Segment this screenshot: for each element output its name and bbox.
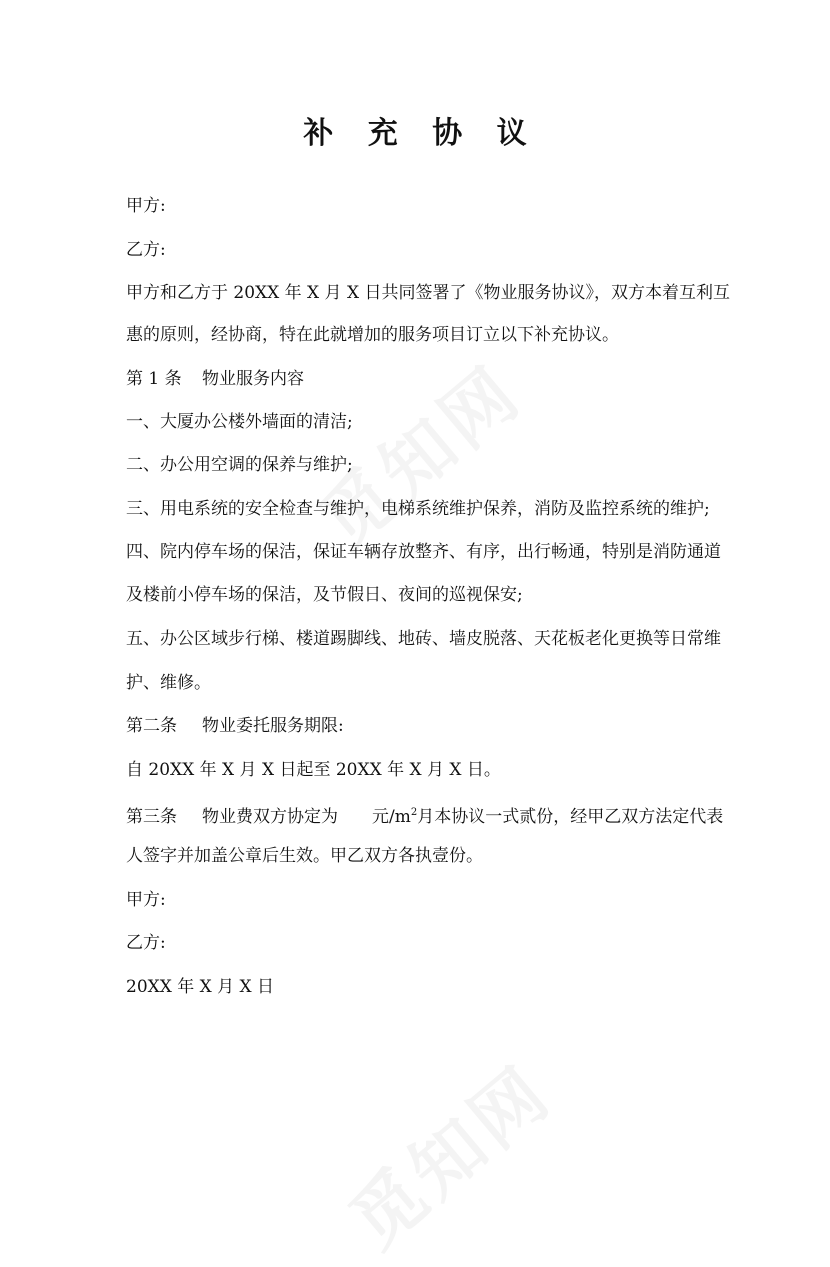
- party-a-label: 甲方:: [126, 196, 166, 216]
- intro-line-2: 惠的原则，经协商，特在此就增加的服务项目订立以下补充协议。: [126, 325, 619, 345]
- article-3-text-before: 物业费双方协定为: [202, 807, 338, 827]
- list-item: 三、用电系统的安全检查与维护，电梯系统维护保养，消防及监控系统的维护;: [126, 499, 710, 519]
- list-item: 二、办公用空调的保养与维护;: [126, 455, 353, 475]
- article-1-number: 第 1 条: [126, 369, 182, 389]
- signature-party-a: 甲方:: [126, 890, 166, 910]
- article-2-number: 第二条: [126, 716, 177, 736]
- article-3-line-2: 人签字并加盖公章后生效。甲乙双方各执壹份。: [126, 846, 483, 866]
- intro-line-1: 甲方和乙方于 20XX 年 X 月 X 日共同签署了《物业服务协议》，双方本着互利互: [126, 283, 730, 303]
- article-1-heading: [126, 366, 716, 392]
- party-b-label: 乙方:: [126, 240, 166, 260]
- watermark-bottom: [324, 1037, 570, 1267]
- signature-date: 20XX 年 X 月 X 日: [126, 977, 275, 997]
- list-item: 护、维修。: [126, 673, 211, 693]
- fee-unit: 元/m: [372, 807, 411, 827]
- article-3-text-after: 月本协议一式贰份，经甲乙双方法定代表: [417, 807, 724, 827]
- list-item: 一、大厦办公楼外墙面的清洁;: [126, 412, 353, 432]
- list-item: 五、办公区域步行梯、楼道踢脚线、地砖、墙皮脱落、天花板老化更换等日常维: [126, 629, 721, 649]
- fee-unit-sup: 2: [410, 807, 418, 818]
- list-item: 四、院内停车场的保洁，保证车辆存放整齐、有序，出行畅通，特别是消防通道: [126, 542, 721, 562]
- article-2-title: 物业委托服务期限:: [202, 716, 344, 736]
- signature-party-b: 乙方:: [126, 933, 166, 953]
- article-3-number: 第三条: [126, 807, 177, 827]
- article-2-period: 自 20XX 年 X 月 X 日起至 20XX 年 X 月 X 日。: [126, 760, 501, 780]
- document-title: 补 充 协 议: [303, 116, 539, 151]
- list-item: 及楼前小停车场的保洁，及节假日、夜间的巡视保安;: [126, 585, 523, 605]
- article-3-line-1: [126, 800, 724, 830]
- article-1-title: 物业服务内容: [202, 369, 304, 389]
- article-2-heading: [126, 713, 716, 739]
